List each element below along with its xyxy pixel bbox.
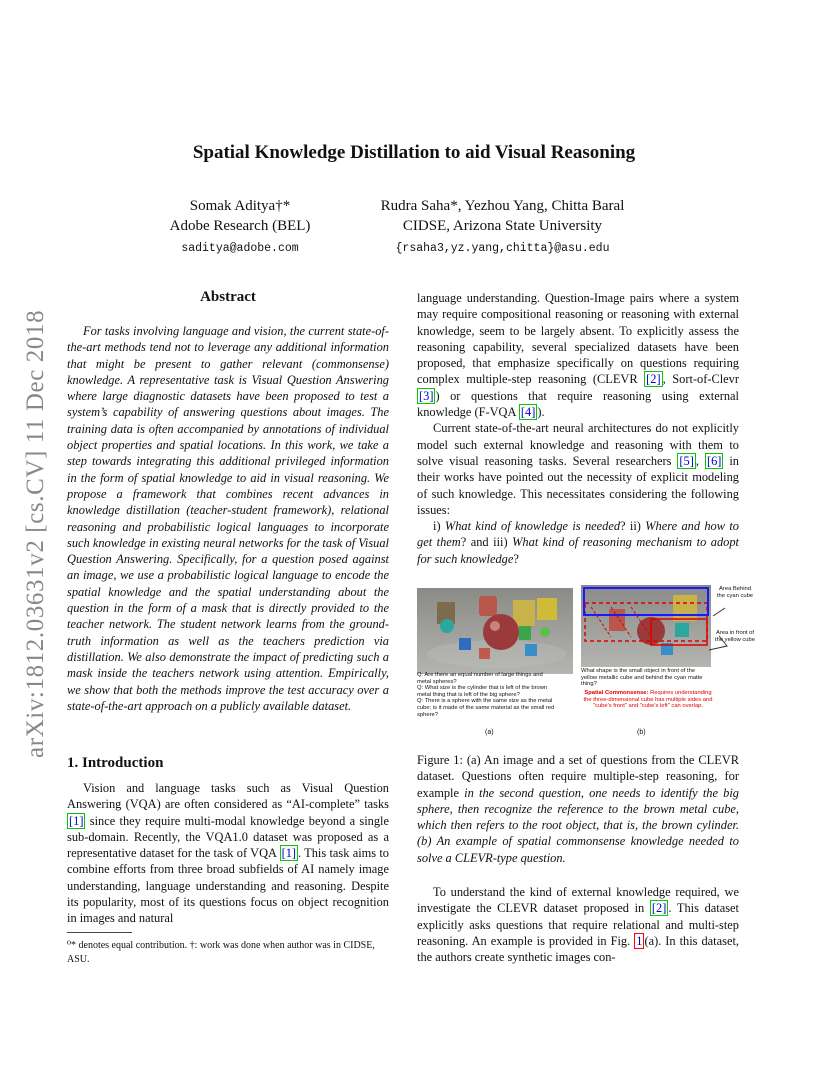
- citation-link[interactable]: [6]: [706, 453, 722, 468]
- commonsense-label: Spatial Commonsense:: [584, 690, 649, 696]
- figure-1: [417, 584, 755, 744]
- text-span: in their works have pointed out the necessity of explicit modeling of such knowledge. This necessitates considering the following issues:: [417, 453, 739, 517]
- author-name: Rudra Saha*, Yezhou Yang, Chitta Baral: [380, 198, 625, 214]
- text-span: since they require multi-modal knowledge beyond a single sub-domain. Recently, the VQA1.0 dataset was proposed as a representative dataset for the task of VQA: [67, 813, 389, 861]
- abstract-heading: Abstract: [200, 289, 256, 305]
- commonsense-note: [581, 690, 715, 710]
- area-front-label: Area in front of the yellow cube: [715, 630, 755, 643]
- author-name: Somak Aditya†*: [189, 198, 291, 214]
- paper-title: Spatial Knowledge Distillation to aid Visual Reasoning: [192, 142, 636, 163]
- text-span: ).: [537, 405, 545, 420]
- text-span: Current state-of-the-art neural architectures do not explicitly model such external knowledge and reasoning with them to solve visual reasoning tasks. Several researchers: [417, 421, 739, 468]
- text-span: ? ii): [620, 519, 646, 534]
- author-email[interactable]: saditya@adobe.com: [181, 242, 299, 255]
- author-affiliation: Adobe Research (BEL): [169, 218, 311, 234]
- subfigure-label-b: (b): [637, 729, 646, 736]
- footnote-rule: [67, 932, 132, 933]
- clevr-question-b: What shape is the small object in front of the yellow metallic cube and behind the cyan matte thing?: [581, 668, 703, 688]
- text-span: Vision and language tasks such as Visual Question Answering (VQA) are often considered as “AI-complete” tasks: [67, 781, 389, 812]
- clevr-image-b: [581, 585, 711, 667]
- area-behind-label: Area Behind the cyan cube: [716, 586, 754, 599]
- intro-paragraph: [67, 780, 389, 927]
- abstract-text: For tasks involving language and vision, the current state-of-the-art methods tend not to leverage any additional information that might be present to gather relevant (commonsense) knowledge. A representative task is Visual Question Answering where large diagnostic datasets have been proposed to test a system’s capability of answering questions about images. The training data is often accompanied by annotations of individual object properties and spatial locations. In this work, we take a step towards integrating this additional privileged information in the form of spatial knowledge to aid in visual reasoning. We propose a framework that combines recent advances in knowledge distillation (teacher-student framework), relational reasoning and probabilistic logical languages to incorporate such knowledge in existing neural networks for the task of Visual Question Answering. Specifically, for a question posed against an image, we use a probabilistic logical language to encode the spatial knowledge and the spatial understanding about the question in the form of a mask that is directly provided to the teacher network. The student network learns from the ground-truth information as well as the teachers prediction via distillation. We also demonstrate the impact of predicting such a mask inside the teachers network using attention. Empirically, we show that both the methods improve the test accuracy over a state-of-the-art approach on a publicly available dataset.: [67, 324, 389, 713]
- text-span: To understand the kind of external knowledge required, we investigate the CLEVR dataset proposed in: [417, 885, 739, 916]
- author-affiliation: CIDSE, Arizona State University: [402, 218, 603, 234]
- citation-link[interactable]: [5]: [679, 453, 694, 468]
- clevr-scene-b: [581, 585, 711, 667]
- abstract-body: [67, 323, 389, 714]
- figure-ref-link[interactable]: 1: [636, 933, 643, 948]
- footnote: ⁰* denotes equal contribution. †: work was done when author was in CIDSE, ASU.: [67, 940, 375, 965]
- right-column-top: [417, 290, 739, 567]
- text-span: ) or questions that require reasoning using external knowledge (F-VQA: [417, 388, 739, 420]
- citation-link[interactable]: [4]: [520, 405, 536, 420]
- section-heading-intro: 1. Introduction: [67, 755, 164, 771]
- clevr-questions: Q: Are there an equal number of large things and metal spheres? Q: What size is the cylinder that is left of the brown metal thing that is left of the big sphere? Q: There is a sphere with the same size as the metal cube; is it made of the same material as the small red sphere?: [417, 672, 555, 718]
- text-span: ?: [513, 551, 519, 566]
- annotation-arrows: [705, 606, 735, 656]
- citation-link[interactable]: [1]: [69, 813, 84, 828]
- question-item: What kind of knowledge is needed: [444, 519, 621, 534]
- commonsense-text: Requires understanding the three-dimensional cube has multiple sides and "cube's front" and "cube's left" can overlap.: [583, 690, 713, 710]
- figure-caption: [417, 752, 739, 866]
- citation-link[interactable]: [2]: [646, 372, 661, 387]
- author-block-2: [350, 196, 655, 259]
- caption-text: Figure 1: (a) An image and a set of questions from the CLEVR dataset. Questions often require multiple-step reasoning, for example: [417, 753, 739, 800]
- author-email[interactable]: {rsaha3,yz.yang,chitta}@asu.edu: [395, 242, 610, 255]
- citation-link[interactable]: [2]: [651, 901, 667, 916]
- author-block-1: [150, 196, 330, 259]
- text-span: language understanding. Question-Image pairs where a system may require compositional reasoning or reasoning with external knowledge, seem to be largely absent. To explicitly assess the reasoning capability, several specialized datasets have been proposed, that emphasize specifically on questions requiring complex multiple-step reasoning (CLEVR: [417, 291, 739, 387]
- question-item: Where and how to get them: [417, 519, 739, 550]
- clevr-scene-a: [417, 588, 573, 674]
- text-span: ,: [695, 453, 705, 468]
- text-span: , Sort-of-Clevr: [662, 372, 739, 387]
- text-span: i): [433, 519, 445, 534]
- text-span: (a). In this dataset, the authors create synthetic images con-: [417, 933, 739, 965]
- clevr-image-a: [417, 588, 573, 674]
- text-span: . This dataset explicitly asks questions that require relational and multi-step reasoning. An example is provided in Fig.: [417, 901, 739, 948]
- citation-link[interactable]: [1]: [281, 846, 297, 861]
- caption-italic: in the second question, one needs to identify the big sphere, then recognize the reference to the brown metal cube, which then refers to the root object, that is, the brown cylinder. (b) An example of spatial commonsense knowledge needed to solve a CLEVR-type question.: [417, 785, 739, 865]
- text-span: ? and iii): [460, 535, 513, 550]
- right-column-bottom: [417, 884, 739, 965]
- question-item: What kind of reasoning mechanism to adopt for such knowledge: [417, 535, 739, 566]
- citation-link[interactable]: [3]: [419, 388, 434, 403]
- arxiv-stamp: arXiv:1812.03631v2 [cs.CV] 11 Dec 2018: [22, 309, 49, 758]
- text-span: . This task aims to combine efforts from three broad subfields of AI namely image understanding, language understanding and reasoning. Despite its popularity, most of its questions focus on object recognition in images and natural: [67, 846, 390, 926]
- subfigure-label-a: (a): [485, 729, 494, 736]
